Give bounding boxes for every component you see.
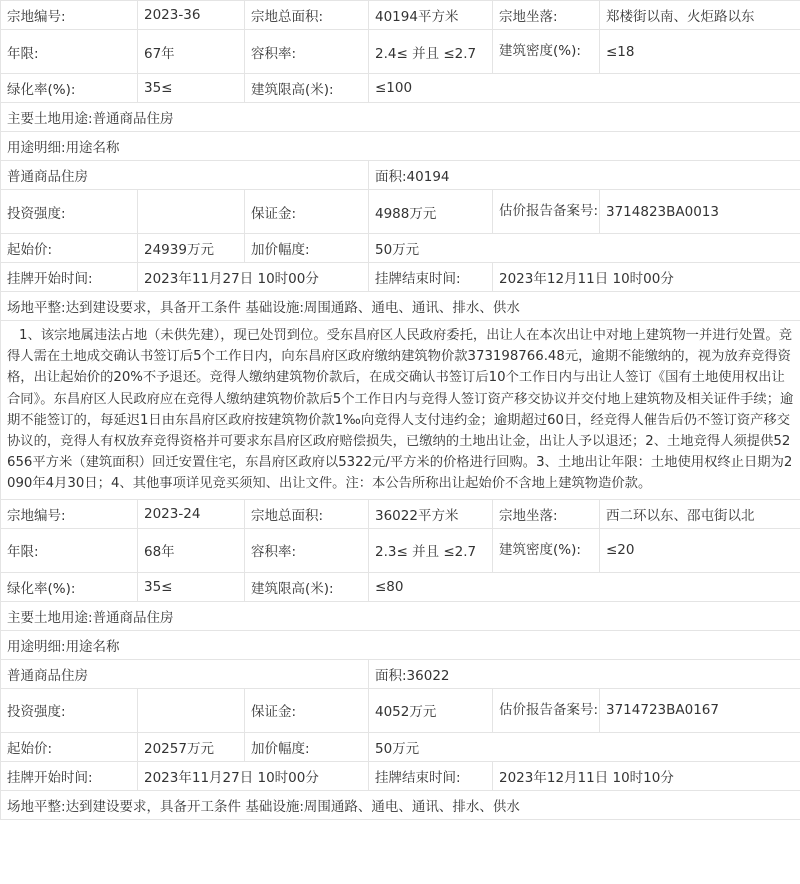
row-use-detail [1, 630, 800, 659]
value-density: ≤18 [600, 30, 800, 74]
label-investment: 投资强度: [1, 688, 138, 732]
value-site: 达到建设要求，具备开工条件 [65, 798, 242, 815]
row-parcel-basic [1, 499, 800, 528]
value-use-detail: 用途名称 [65, 140, 120, 156]
label-site: 场地平整: [7, 798, 66, 815]
value-location: 郑楼街以南、火炬路以东 [600, 1, 800, 30]
value-parcel-no: 2023-24 [138, 499, 245, 528]
value-height: ≤100 [369, 74, 800, 103]
row-time [1, 761, 800, 790]
value-deposit: 4988万元 [369, 190, 493, 234]
value-investment [138, 190, 245, 234]
row-term-far [1, 30, 800, 74]
value-far: 2.3≤ 并且 ≤2.7 [369, 528, 493, 572]
value-height: ≤80 [369, 572, 800, 601]
label-start-time: 挂牌开始时间: [1, 761, 138, 790]
label-density: 建筑密度(%): [493, 528, 600, 572]
label-deposit: 保证金: [245, 688, 369, 732]
row-investment [1, 688, 800, 732]
value-end-time: 2023年12月11日 10时00分 [493, 263, 800, 292]
value-use-name: 普通商品住房 [1, 161, 369, 190]
value-use-detail: 用途名称 [65, 638, 120, 655]
row-main-use [1, 601, 800, 630]
parcel-table-1 [0, 0, 800, 321]
value-increment: 50万元 [369, 732, 800, 761]
value-site: 达到建设要求，具备开工条件 [65, 300, 242, 316]
value-report-no: 3714723BA0167 [600, 688, 800, 732]
value-investment [138, 688, 245, 732]
value-term: 68年 [138, 528, 245, 572]
site-infra [1, 292, 800, 321]
label-location: 宗地坐落: [493, 499, 600, 528]
label-term: 年限: [1, 528, 138, 572]
label-main-use: 主要土地用途: [7, 111, 93, 127]
value-deposit: 4052万元 [369, 688, 493, 732]
label-main-use: 主要土地用途: [7, 609, 93, 626]
label-infra: 基础设施: [245, 300, 304, 316]
row-green-height [1, 572, 800, 601]
label-start-time: 挂牌开始时间: [1, 263, 138, 292]
site-infra [1, 790, 800, 819]
value-increment: 50万元 [369, 234, 800, 263]
value-total-area: 40194平方米 [369, 1, 493, 30]
row-site [1, 292, 800, 321]
row-green-height [1, 74, 800, 103]
label-site: 场地平整: [7, 300, 66, 316]
value-far: 2.4≤ 并且 ≤2.7 [369, 30, 493, 74]
row-time [1, 263, 800, 292]
row-investment [1, 190, 800, 234]
label-start-price: 起始价: [1, 234, 138, 263]
label-total-area: 宗地总面积: [245, 499, 369, 528]
label-report-no: 估价报告备案号: [493, 190, 600, 234]
value-location: 西二环以东、邵屯街以北 [600, 499, 800, 528]
parcel-table-2 [0, 499, 800, 820]
row-main-use [1, 103, 800, 132]
value-main-use: 普通商品住房 [92, 609, 174, 626]
label-location: 宗地坐落: [493, 1, 600, 30]
label-infra: 基础设施: [245, 798, 304, 815]
label-green: 绿化率(%): [1, 572, 138, 601]
value-start-time: 2023年11月27日 10时00分 [138, 761, 369, 790]
label-total-area: 宗地总面积: [245, 1, 369, 30]
label-far: 容积率: [245, 528, 369, 572]
row-price [1, 234, 800, 263]
value-start-time: 2023年11月27日 10时00分 [138, 263, 369, 292]
value-main-use: 普通商品住房 [92, 111, 174, 127]
row-site [1, 790, 800, 819]
value-use-area: 面积:40194 [369, 161, 800, 190]
remarks-text: 1、该宗地属违法占地（未供先建），现已处罚到位。受东昌府区人民政府委托，出让人在本次出让中对地上建筑物一并进行处置。竞得人需在土地成交确认书签订后5个工作日内，向东昌府区政府缴纳建筑物价款373198766.48元，逾期不能缴纳的，视为放弃竞得资格，出让起始价的20%不予退还。竞得人缴纳建筑物价款后，在成交确认书签订后10个工作日内与出让人签订《国有土地使用权出让合同》。东昌府区人民政府应在竞得人缴纳建筑物价款后5个工作日内与竞得人签订资产移交协议并交付地上建筑物及相关证件手续；逾期不能签订的，每延迟1日由东昌府区政府按建筑物价款1‰向竞得人支付违约金；逾期超过60日，经竞得人催告后仍不签订资产移交协议的，竞得人有权放弃竞得资格并可要求东昌府区政府赔偿损失，已缴纳的土地出让金，出让人予以退还；2、土地竞得人须提供52656平方米（建筑面积）回迁安置住宅，东昌府区政府以5322元/平方米的价格进行回购。3、土地出让年限：土地使用权终止日期为2090年4月30日；4、其他事项详见竞买须知、出让文件。注：本公告所称出让起始价不含地上建筑物造价款。 [7, 328, 794, 492]
label-term: 年限: [1, 30, 138, 74]
value-start-price: 20257万元 [138, 732, 245, 761]
value-term: 67年 [138, 30, 245, 74]
label-far: 容积率: [245, 30, 369, 74]
value-use-name: 普通商品住房 [1, 659, 369, 688]
value-report-no: 3714823BA0013 [600, 190, 800, 234]
value-infra: 周围通路、通电、通讯、排水、供水 [303, 798, 520, 815]
label-investment: 投资强度: [1, 190, 138, 234]
row-parcel-basic [1, 1, 800, 30]
label-use-detail: 用途明细: [7, 140, 66, 156]
value-start-price: 24939万元 [138, 234, 245, 263]
value-end-time: 2023年12月11日 10时10分 [493, 761, 800, 790]
value-green: 35≤ [138, 74, 245, 103]
label-deposit: 保证金: [245, 190, 369, 234]
label-use-detail: 用途明细: [7, 638, 66, 655]
row-use-area [1, 659, 800, 688]
main-use [1, 601, 800, 630]
label-height: 建筑限高(米): [245, 572, 369, 601]
row-use-detail [1, 132, 800, 161]
row-price [1, 732, 800, 761]
value-parcel-no: 2023-36 [138, 1, 245, 30]
label-end-time: 挂牌结束时间: [369, 761, 493, 790]
label-parcel-no: 宗地编号: [1, 499, 138, 528]
row-term-far [1, 528, 800, 572]
label-report-no: 估价报告备案号: [493, 688, 600, 732]
label-height: 建筑限高(米): [245, 74, 369, 103]
value-infra: 周围通路、通电、通讯、排水、供水 [303, 300, 520, 316]
label-green: 绿化率(%): [1, 74, 138, 103]
remarks-note [0, 321, 800, 499]
value-density: ≤20 [600, 528, 800, 572]
row-use-area [1, 161, 800, 190]
label-increment: 加价幅度: [245, 732, 369, 761]
value-use-area: 面积:36022 [369, 659, 800, 688]
value-green: 35≤ [138, 572, 245, 601]
label-start-price: 起始价: [1, 732, 138, 761]
use-detail [1, 630, 800, 659]
label-end-time: 挂牌结束时间: [369, 263, 493, 292]
value-total-area: 36022平方米 [369, 499, 493, 528]
label-density: 建筑密度(%): [493, 30, 600, 74]
label-increment: 加价幅度: [245, 234, 369, 263]
main-use [1, 103, 800, 132]
label-parcel-no: 宗地编号: [1, 1, 138, 30]
use-detail [1, 132, 800, 161]
